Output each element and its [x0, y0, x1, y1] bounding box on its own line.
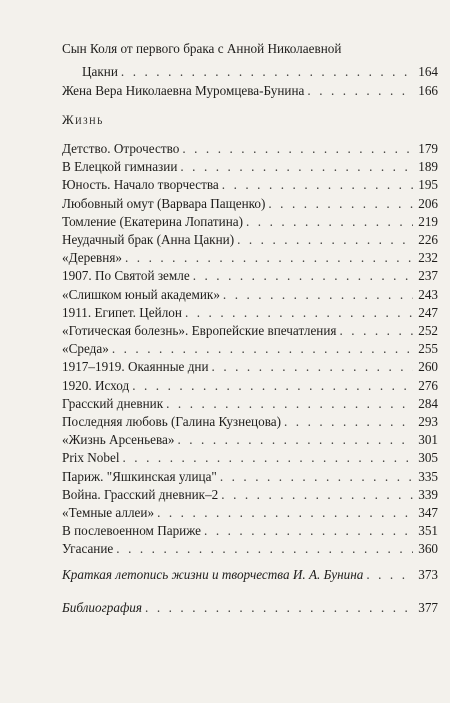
toc-entry-title: Юность. Начало творчества	[62, 177, 219, 193]
toc-page-number: 226	[418, 232, 438, 247]
toc-entry	[62, 214, 438, 230]
toc-page-number: 232	[418, 250, 438, 266]
toc-entry	[62, 196, 438, 212]
toc-entry	[62, 287, 438, 303]
toc-entry	[62, 359, 438, 375]
toc-page-number: 377	[418, 600, 438, 615]
toc-entry	[62, 305, 438, 321]
toc-entry-title: Цакни	[82, 64, 118, 79]
leader-dots	[121, 64, 413, 80]
toc-entry-title: «Темные аллеи»	[62, 505, 155, 520]
toc-page-number: 219	[418, 213, 438, 229]
toc-page-number: 237	[418, 268, 438, 284]
toc-page-number: 339	[418, 486, 438, 502]
toc-page-number: 347	[418, 505, 438, 520]
toc-entry	[62, 541, 438, 557]
toc-entry-title: «Среда»	[62, 341, 109, 357]
leader-dots	[185, 305, 413, 321]
toc-entry	[62, 232, 438, 248]
leader-dots	[123, 450, 413, 466]
toc-page-number: 284	[418, 395, 438, 411]
toc-page-number: 293	[418, 414, 438, 429]
toc-page-number: 373	[418, 567, 438, 582]
toc-entry	[62, 396, 438, 412]
toc-entry-title: В Елецкой гимназии	[62, 159, 178, 175]
toc-entry	[62, 141, 438, 157]
leader-dots	[112, 341, 413, 357]
toc-entry-title: «Готическая болезнь». Европейские впечатления	[62, 323, 337, 338]
toc-entry	[62, 268, 438, 284]
leader-dots	[307, 83, 413, 99]
toc-entry-title: «Деревня»	[62, 250, 122, 266]
toc-entry	[62, 567, 438, 583]
toc-entry	[62, 414, 438, 430]
leader-dots	[157, 505, 413, 521]
toc-entry-title: Библиография	[62, 600, 143, 615]
leader-dots	[177, 432, 413, 448]
leader-dots	[180, 159, 413, 175]
toc-entry	[62, 250, 438, 266]
leader-dots	[212, 359, 413, 375]
toc-entry-title: Война. Грасский дневник–2	[62, 486, 219, 502]
toc-entry	[62, 523, 438, 539]
leader-dots	[366, 567, 413, 583]
leader-dots	[166, 396, 413, 412]
toc-entry-title: Угасание	[62, 541, 114, 557]
leader-dots	[125, 250, 413, 266]
toc-entry-title: 1907. По Святой земле	[62, 268, 190, 284]
leader-dots	[145, 600, 413, 616]
toc-page-number: 276	[418, 377, 438, 393]
toc-entry	[62, 83, 438, 99]
toc-entry	[82, 64, 438, 80]
toc-entry-title: Грасский дневник	[62, 395, 164, 411]
toc-page-number: 189	[418, 159, 438, 175]
toc-page-number: 247	[418, 304, 438, 320]
toc-page-number: 243	[418, 286, 438, 302]
toc-entry-title: Томление (Екатерина Лопатина)	[62, 213, 243, 229]
toc-page-number: 301	[418, 432, 438, 448]
toc-entry	[62, 487, 438, 503]
leader-dots	[237, 232, 413, 248]
toc-page-number: 206	[418, 195, 438, 211]
toc-entry	[62, 600, 438, 616]
toc-entry-title: Жена Вера Николаевна Муромцева-Бунина	[62, 83, 305, 98]
toc-entry-title: 1917–1919. Окаянные дни	[62, 359, 209, 375]
toc-entry-title: Детство. Отрочество	[62, 141, 180, 156]
toc-page-number: 179	[418, 141, 438, 156]
leader-dots	[193, 268, 413, 284]
toc-entry-title: «Слишком юный академик»	[62, 286, 220, 302]
toc-entry	[62, 450, 438, 466]
toc-page-number: 255	[418, 341, 438, 357]
leader-dots	[340, 323, 414, 339]
toc-page-number: 166	[418, 83, 438, 98]
leader-dots	[132, 378, 413, 394]
section-heading: Жизнь	[62, 112, 104, 127]
toc-entry	[62, 159, 438, 175]
leader-dots	[246, 214, 413, 230]
toc-entry	[62, 323, 438, 339]
leader-dots	[182, 141, 413, 157]
leader-dots	[268, 196, 413, 212]
toc-page-number: 305	[418, 450, 438, 466]
leader-dots	[222, 177, 413, 193]
leader-dots	[284, 414, 413, 430]
toc-entry-title: 1911. Египет. Цейлон	[62, 304, 182, 320]
toc-entry-title: В послевоенном Париже	[62, 523, 202, 539]
toc-entry-title: 1920. Исход	[62, 377, 130, 393]
toc-entry-title: «Жизнь Арсеньева»	[62, 432, 175, 448]
toc-page-number: 351	[418, 523, 438, 539]
toc-page-number: 164	[418, 64, 438, 79]
toc-entry	[62, 505, 438, 521]
toc-page-number: 252	[418, 323, 438, 338]
leader-dots	[221, 487, 413, 503]
toc-page-number: 360	[418, 541, 438, 557]
toc-entry	[62, 378, 438, 394]
toc-entry	[62, 341, 438, 357]
toc-entry-title: Prix Nobel	[62, 450, 120, 466]
toc-entry	[62, 469, 438, 485]
leader-dots	[220, 469, 413, 485]
toc-entry-title: Париж. "Яшкинская улица"	[62, 468, 217, 484]
leader-dots	[223, 287, 413, 303]
toc-entry	[62, 177, 438, 193]
toc-entry-title: Любовный омут (Варвара Пащенко)	[62, 195, 266, 211]
toc-entry	[62, 432, 438, 448]
toc-entry-title: Неудачный брак (Анна Цакни)	[62, 232, 235, 247]
toc-entry-title: Последняя любовь (Галина Кузнецова)	[62, 414, 281, 429]
toc-entry-title: Сын Коля от первого брака с Анной Николаевной	[62, 41, 342, 56]
toc-page-number: 260	[418, 359, 438, 375]
leader-dots	[204, 523, 413, 539]
leader-dots	[116, 541, 413, 557]
toc-page-number: 335	[418, 468, 438, 484]
toc-page-number: 195	[418, 177, 438, 193]
toc-entry-title: Краткая летопись жизни и творчества И. А. Бунина	[62, 567, 364, 582]
